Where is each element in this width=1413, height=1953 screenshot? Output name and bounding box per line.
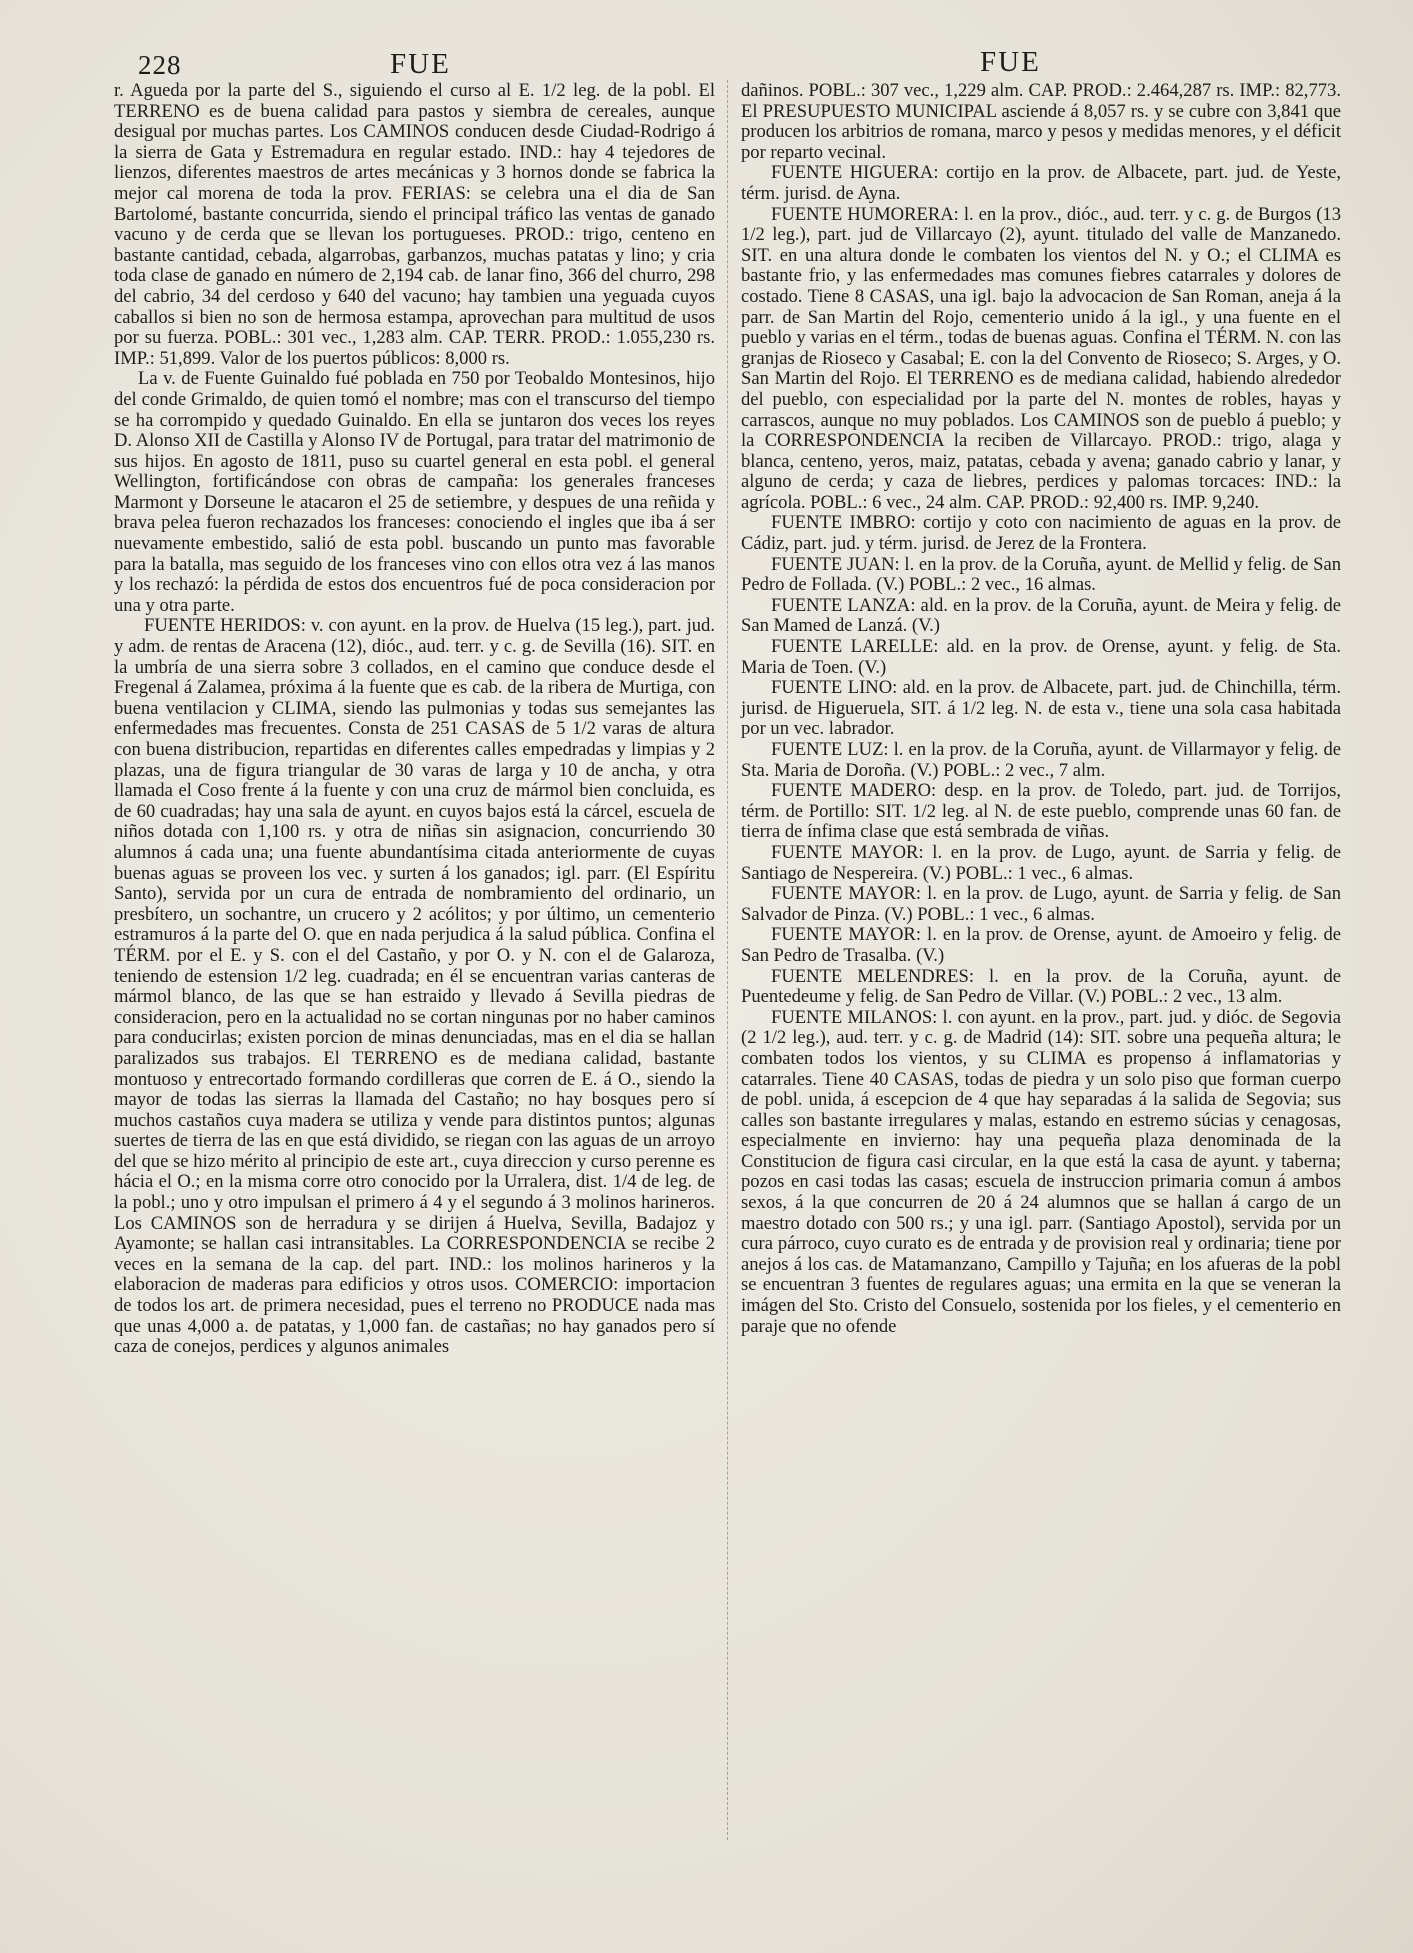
entry-fuente-humorera: FUENTE HUMORERA: l. en la prov., dióc., aud. terr. y c. g. de Burgos (13 1/2 leg.), part. jud de Villarcayo (2), ayunt. titulado del valle de Manzanedo. SIT. en una altura donde le combaten los vientos del N. y O.; el CLIMA es bastante frio, y las enfermedades mas comunes fiebres catarrales y dolores de costado. Tiene 8 CASAS, una igl. bajo la advocacion de San Roman, aneja á la parr. de San Martin del Rojo, cementerio unido á la igl., y una fuente en el pueblo y varias en el térm., todas de buenas aguas. Confina el TÉRM. N. con las granjas de Rioseco y Casabal; E. con la del Convento de Rioseco; S. Arges, y O. San Martin del Rojo. El TERRENO es de mediana calidad, habiendo alrededor del pueblo, con especialidad por la parte del N. montes de robles, hayas y carrascos, aunque no muy poblados. Los CAMINOS son de pueblo á pueblo; y la CORRESPONDENCIA la reciben de Villarcayo. PROD.: trigo, alaga y blanca, centeno, yeros, maiz, patatas, cebada y avena; ganado cabrio y lanar, y alguno de cerda; y caza de liebres, perdices y palomas torcaces: IND.: la agrícola. POBL.: 6 vec., 24 alm. CAP. PROD.: 92,400 rs. IMP. 9,240. [741,203,1341,513]
entry-fuente-lino: FUENTE LINO: ald. en la prov. de Albacete, part. jud. de Chinchilla, térm. jurisd. de Higueruela, SIT. á 1/2 leg. N. de esta v., tiene una sola casa habitada por un vec. labrador. [741,677,1341,740]
page-header [110,42,1343,82]
running-headword-left: FUE [390,48,451,80]
right-column [741,81,1341,1337]
running-headword-right: FUE [980,46,1041,78]
entry-fuente-mayor-trasalba: FUENTE MAYOR: l. en la prov. de Orense, ayunt. de Amoeiro y felig. de San Pedro de Trasalba. (V.) [741,924,1341,966]
column-divider [727,80,728,1840]
page-number: 228 [138,50,182,80]
continued-entry-text: dañinos. POBL.: 307 vec., 1,229 alm. CAP. PROD.: 2.464,287 rs. IMP.: 82,773. El PRESUPUESTO MUNICIPAL asciende á 8,057 rs. y se cubre con 3,841 que producen los arbitrios de romana, marco y pesos y medidas menores, y el déficit por reparto vecinal. [741,80,1341,163]
entry-fuente-melendres: FUENTE MELENDRES: l. en la prov. de la Coruña, ayunt. de Puentedeume y felig. de San Pedro de Villar. (V.) POBL.: 2 vec., 13 alm. [741,965,1341,1008]
entry-fuente-mayor-nespereira: FUENTE MAYOR: l. en la prov. de Lugo, ayunt. de Sarria y felig. de Santiago de Nespereira. (V.) POBL.: 1 vec., 6 almas. [741,841,1341,884]
entry-fuente-higuera: FUENTE HIGUERA: cortijo en la prov. de Albacete, part. jud. de Yeste, térm. jurisd. de Ayna. [741,162,1341,204]
entry-fuente-heridos: FUENTE HERIDOS: v. con ayunt. en la prov. de Huelva (15 leg.), part. jud. y adm. de rentas de Aracena (12), dióc., aud. terr. y c. g. de Sevilla (16). SIT. en la umbría de una sierra sobre 3 collados, en el camino que conduce desde el Fregenal á Zalamea, próxima á la fuente que es cab. de la ribera de Murtiga, con buena ventilacion y CLIMA, siendo las pulmonias y todas sus semejantes las enfermedades mas frecuentes. Consta de 251 CASAS de 5 1/2 varas de altura con buena distribucion, repartidas en diferentes calles empedradas y limpias y 2 plazas, una de figura triangular de 30 varas de larga y 10 de ancha, y otra llamada el Coso frente á la fuente y con una cruz de mármol bien concluida, es de 60 cuadradas; hay una sala de ayunt. en cuyos bajos está la cárcel, escuela de niños dotada con 1,100 rs. y otra de niñas sin asignacion, concurriendo 30 alumnos á cada una; una fuente abundantísima citada anteriormente de cuyas buenas aguas se proveen los vec. y surten á los ganados; igl. parr. (El Espíritu Santo), servida por un cura de entrada de nombramiento del ordinario, un presbítero, un sochantre, un crucero y 2 acólitos; y por último, un cementerio estramuros á la parte del O. que en nada perjudica á la salud pública. Confina el TÉRM. por el E. y S. con el del Castaño, y por O. y N. con el de Galaroza, teniendo de estension 1/2 leg. cuadrada; en él se encuentran varias canteras de mármol blanco, de las que se han estraido y llevado á Sevilla piedras de consideracion, pero en la actualidad no se cortan ningunas por no haber caminos para conducirlas; existen porcion de minas denunciadas, mas en el dia se hallan paralizados sus trabajos. El TERRENO es de mediana calidad, bastante montuoso y entrecortado formando cordilleras que corren de E. á O., siendo la mayor de todas las sierras la llamada del Castaño; no hay bosques pero sí muchos castaños cuya madera se utiliza y vende para distintos puntos; algunas suertes de tierra de las en que está dividido, se riegan con las aguas de un arroyo del que se hizo mérito al principio de este art., cuya direccion y curso perenne es hácia el O.; en la misma corre otro conocido por la Urralera, dist. 1/4 de leg. de la pobl.; uno y otro impulsan el primero á 4 y el segundo á 3 molinos harineros. Los CAMINOS son de herradura y se dirijen á Huelva, Sevilla, Badajoz y Ayamonte; se hallan casi intransitables. La CORRESPONDENCIA se recibe 2 veces en la semana de la cap. del part. IND.: los molinos harineros y la elaboracion de maderas para edificios y otros usos. COMERCIO: importacion de todos los art. de primera necesidad, pues el terreno no PRODUCE nada mas que unas 4,000 a. de patatas, y 1,000 fan. de castañas; no hay ganados pero sí caza de conejos, perdices y algunos animales [114,615,715,1358]
left-column [114,81,715,1358]
history-paragraph: La v. de Fuente Guinaldo fué poblada en 750 por Teobaldo Montesinos, hijo del conde Grimaldo, de quien tomó el nombre; mas con el transcurso del tiempo se ha corrompido y quedado Guinaldo. En ella se juntaron dos veces los reyes D. Alonso XII de Castilla y Alonso IV de Portugal, para tratar del matrimonio de sus hijos. En agosto de 1811, puso su cuartel general en esta pobl. el general Wellington, fortificándose con obras de campaña: los generales franceses Marmont y Dorseune le atacaron el 25 de setiembre, y despues de una reñida y brava pelea fueron rechazados los franceses: conociendo el ingles que iba á ser nuevamente embestido, salió de esta pobl. buscando un punto mas favorable para la batalla, mas seguido de los franceses vino con ellos otra vez á las manos y los rechazó: la pérdida de estos dos encuentros fué de poca consideracion por una y otra parte. [114,368,715,616]
entry-fuente-madero: FUENTE MADERO: desp. en la prov. de Toledo, part. jud. de Torrijos, térm. de Portillo: SIT. 1/2 leg. al N. de este pueblo, comprende unas 60 fan. de tierra de ínfima clase que está sembrada de viñas. [741,780,1341,843]
entry-fuente-mayor-pinza: FUENTE MAYOR: l. en la prov. de Lugo, ayunt. de Sarria y felig. de San Salvador de Pinza. (V.) POBL.: 1 vec., 6 almas. [741,883,1341,925]
entry-fuente-luz: FUENTE LUZ: l. en la prov. de la Coruña, ayunt. de Villarmayor y felig. de Sta. Maria de Doroña. (V.) POBL.: 2 vec., 7 alm. [741,739,1341,781]
entry-fuente-imbro: FUENTE IMBRO: cortijo y coto con nacimiento de aguas en la prov. de Cádiz, part. jud. y térm. jurisd. de Jerez de la Frontera. [741,512,1341,555]
entry-fuente-larelle: FUENTE LARELLE: ald. en la prov. de Orense, ayunt. y felig. de Sta. Maria de Toen. (V.) [741,636,1341,678]
entry-fuente-lanza: FUENTE LANZA: ald. en la prov. de la Coruña, ayunt. de Meira y felig. de San Mamed de Lanzá. (V.) [741,594,1341,637]
entry-fuente-juan: FUENTE JUAN: l. en la prov. de la Coruña, ayunt. de Mellid y felig. de San Pedro de Follada. (V.) POBL.: 2 vec., 16 almas. [741,553,1341,596]
continued-entry-text: r. Agueda por la parte del S., siguiendo el curso al E. 1/2 leg. de la pobl. El TERRENO es de buena calidad para pastos y siembra de cereales, aunque desigual por muchas partes. Los CAMINOS conducen desde Ciudad-Rodrigo á la sierra de Gata y Estremadura en regular estado. IND.: hay 4 tejedores de lienzos, diferentes maestros de artes mecánicas y 3 hornos donde se fabrica la mejor cal morena de toda la prov. FERIAS: se celebra una el dia de San Bartolomé, bastante concurrida, siendo el principal tráfico las ventas de ganado vacuno y de cerda que se llevan los portugueses. PROD.: trigo, centeno en bastante cantidad, cebada, algarrobas, garbanzos, muchas patatas y lino; y cria toda clase de ganado en número de 2,194 cab. de lanar fino, 366 del churro, 298 del cabrio, 34 del cerdoso y 640 del vacuno; hay tambien una yeguada cuyos caballos si bien no son de hermosa estampa, aprovechan para multitud de usos por su fuerza. POBL.: 301 vec., 1,283 alm. CAP. TERR. PROD.: 1.055,230 rs. IMP.: 51,899. Valor de los puertos públicos: 8,000 rs. [114,80,715,369]
entry-fuente-milanos: FUENTE MILANOS: l. con ayunt. en la prov., part. jud. y dióc. de Segovia (2 1/2 leg.), aud. terr. y c. g. de Madrid (14): SIT. sobre una pequeña altura; le combaten todos los vientos, y su CLIMA es propenso á inflamatorias y catarrales. Tiene 40 CASAS, todas de piedra y un solo piso que forman cuerpo de pobl. unida, á escepcion de 4 que hay separadas á la salida de Segovia; sus calles son bastante irregulares y malas, estando en estremo súcias y cenagosas, especialmente en invierno: hay una pequeña plaza denominada de la Constitucion de figura casi circular, en la que está la casa de ayunt. y taberna; pozos en casi todas las casas; escuela de instruccion primaria comun á ambos sexos, á la que concurren de 20 á 24 alumnos que se hallan á cargo de un maestro dotado con 500 rs.; y una igl. parr. (Santiago Apostol), servida por un cura párroco, cuyo curato es de entrada y de provision real y ordinaria; tiene por anejos á los cas. de Matamanzano, Campillo y Tajuña; en los afueras de la pobl se encuentran 3 fuentes de regulares aguas; una ermita en la que se veneran la imágen del Sto. Cristo del Consuelo, sostenida por los fieles, y el cementerio en paraje que no ofende [741,1006,1341,1337]
